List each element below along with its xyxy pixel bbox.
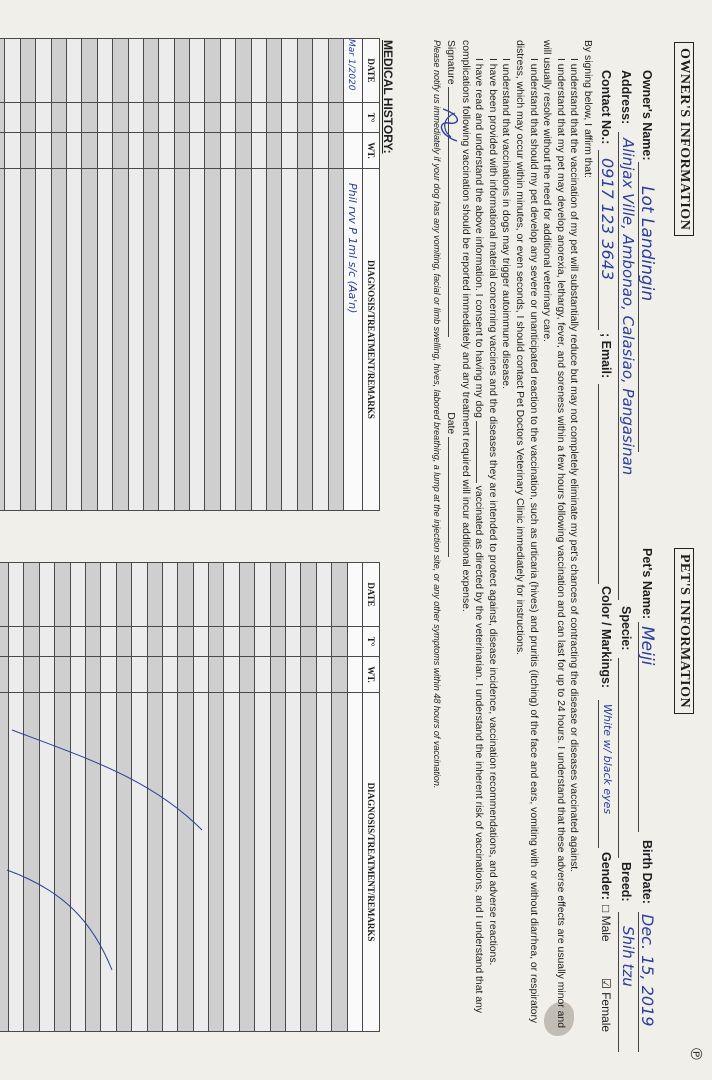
table-cell[interactable] [51,103,66,133]
owner-email-label: ; Email: [599,333,613,379]
table-cell[interactable] [116,657,131,693]
table-cell[interactable] [66,133,81,169]
table-cell[interactable] [113,39,128,103]
owner-name-value: Lot Landingin [637,186,657,302]
table-cell[interactable] [97,103,112,133]
signature-scribble-icon [437,105,463,145]
table-cell[interactable] [143,133,158,169]
table-cell[interactable] [255,657,270,693]
table-cell[interactable] [190,169,205,511]
table-cell[interactable] [66,103,81,133]
table-cell[interactable] [297,103,312,133]
gender-male-checkbox[interactable]: □ Male [599,905,613,942]
table-cell[interactable] [267,169,282,511]
table-cell[interactable] [236,103,251,133]
table-cell[interactable] [55,657,70,693]
table-cell[interactable] [313,103,328,133]
table-cell[interactable] [220,39,235,103]
table-cell[interactable] [347,627,362,657]
consent-paragraph-5: I have been provided with informational material concerning vaccines and the diseases they are intended to protect against, disease incidence, vaccination recommendations, and adverse reactions. [486,58,498,966]
consent-paragraph-2: I understand that my pet may develop anorexia, lethargy, fever, and soreness within a few hours following vaccination and can last for up to 24 hours. I understand that these adverse effects are usually minor and will usually resolve without the need for additional veterinary care. [541,40,566,1028]
table-header-row [363,563,380,1032]
table-cell[interactable] [270,627,285,657]
date-field[interactable] [448,437,449,557]
gender-female-checkbox[interactable]: ☑ Female [599,978,613,1033]
pet-birth-label: Birth Date: [640,840,654,904]
table-cell[interactable] [113,133,128,169]
owners-info-heading: OWNER'S INFORMATION [674,42,694,236]
owner-contact-field[interactable] [598,150,617,330]
table-cell[interactable] [316,563,331,627]
table-cell[interactable] [239,563,254,627]
table-cell[interactable] [82,169,97,511]
table-cell[interactable] [255,693,270,1032]
table-cell[interactable] [224,627,239,657]
table-cell[interactable] [39,627,54,657]
table-cell[interactable] [255,627,270,657]
table-cell[interactable] [116,563,131,627]
table-cell[interactable] [82,103,97,133]
table-cell[interactable] [301,563,316,627]
entry-temp-cell[interactable] [344,103,363,133]
table-cell[interactable] [128,133,143,169]
table-cell[interactable] [5,169,20,511]
table-cell[interactable] [0,169,5,511]
table-cell[interactable] [51,39,66,103]
pet-gender-label: Gender: [599,852,613,900]
pet-breed-field[interactable] [618,912,637,1052]
table-cell[interactable] [159,169,174,511]
entry-remarks-cell[interactable] [344,169,363,511]
table-cell[interactable] [220,103,235,133]
consent-paragraph-4: I understand that vaccinations in dogs may trigger autoimmune disease. [500,58,512,389]
table-cell[interactable] [36,133,51,169]
table-cell[interactable] [286,563,301,627]
table-cell[interactable] [313,169,328,511]
table-cell[interactable] [51,169,66,511]
owner-name-field[interactable] [638,162,657,452]
table-cell[interactable] [39,657,54,693]
table-cell[interactable] [24,563,39,627]
col-remarks-header: DIAGNOSIS/TREATMENT/REMARKS [363,693,380,1032]
owner-address-field[interactable] [618,132,637,600]
table-cell[interactable] [282,103,297,133]
table-cell[interactable] [209,657,224,693]
table-cell[interactable] [174,133,189,169]
table-cell[interactable] [297,133,312,169]
pet-color-label: Color / Markings: [599,586,613,689]
table-cell[interactable] [0,657,9,693]
table-cell[interactable] [178,563,193,627]
table-cell[interactable] [328,39,343,103]
table-cell[interactable] [101,657,116,693]
table-cell[interactable] [205,103,220,133]
table-cell[interactable] [282,169,297,511]
table-cell[interactable] [70,563,85,627]
table-cell[interactable] [116,627,131,657]
consent-paragraph-3: I understand that should my pet develop any severe or unanticipated reaction to the vaccination, such as urticaria (hives) and pruritis (itching) of the face and ears, vomiting with or without diarrhea, or respiratory distress, which may occur within minutes, or even seconds, I should contact Pet Doctors Veterinary Clinic immediately for instructions. [514,40,539,1024]
table-cell[interactable] [316,693,331,1032]
col-remarks-header: DIAGNOSIS/TREATMENT/REMARKS [363,169,380,511]
table-cell[interactable] [70,657,85,693]
table-cell[interactable] [220,133,235,169]
col-temp-header: T° [363,627,380,657]
table-cell[interactable] [55,627,70,657]
table-cell[interactable] [347,657,362,693]
table-cell[interactable] [251,103,266,133]
table-cell[interactable] [347,563,362,627]
table-cell[interactable] [236,133,251,169]
table-cell[interactable] [128,103,143,133]
table-cell[interactable] [224,657,239,693]
consent-notice: Please notify us immediately if your dog has any vomiting, facial or limb swelling, hives, labored breathing, a lump at the injection site, or any other symptoms within 48 hours of vaccination. [432,40,443,789]
table-cell[interactable] [85,657,100,693]
consent-paragraph-6b: vaccinated as directed by the veterinarian. I understand the inherent risk of vaccinations, and I understand that any complications following vaccination should be reported immediately and any treatment required will incur additional expense. [459,40,485,1014]
table-cell[interactable] [143,103,158,133]
table-cell[interactable] [286,657,301,693]
table-cell[interactable] [5,103,20,133]
signature-field[interactable] [448,87,449,337]
entry-remarks: Phil rvv P 1ml s/c (Aa'n) [346,183,359,314]
table-cell[interactable] [147,563,162,627]
pets-info-heading: PET'S INFORMATION [674,548,694,714]
table-cell[interactable] [147,627,162,657]
table-cell[interactable] [282,39,297,103]
table-cell[interactable] [251,169,266,511]
table-cell[interactable] [162,657,177,693]
owner-address-label: Address: [619,70,633,125]
signature-label: Signature [445,40,457,85]
table-cell[interactable] [9,657,24,693]
table-cell[interactable] [313,133,328,169]
table-cell[interactable] [270,563,285,627]
table-cell[interactable] [113,103,128,133]
table-cell[interactable] [20,103,35,133]
table-cell[interactable] [9,563,24,627]
table-cell[interactable] [132,627,147,657]
table-cell[interactable] [209,627,224,657]
table-cell[interactable] [101,563,116,627]
table-cell[interactable] [255,563,270,627]
col-temp-header: T° [363,103,380,133]
pet-color-value: White w/ black eyes [601,704,614,815]
dog-name-blank[interactable] [476,421,477,483]
owner-address-value: Alinjax Ville, Ambonao, Calasiao, Pangasinan [619,138,637,476]
owner-email-field[interactable] [598,384,617,584]
table-cell[interactable] [190,133,205,169]
table-cell[interactable] [251,39,266,103]
date-label: Date [445,412,457,435]
table-cell[interactable] [270,693,285,1032]
table-cell[interactable] [251,133,266,169]
pet-breed-value: Shih tzu [619,926,637,987]
table-cell[interactable] [128,169,143,511]
table-cell[interactable] [24,657,39,693]
table-cell[interactable] [301,657,316,693]
table-cell[interactable] [97,133,112,169]
table-cell[interactable] [0,563,9,627]
table-cell[interactable] [85,563,100,627]
pet-breed-label: Breed: [619,862,633,902]
table-cell[interactable] [0,133,5,169]
table-cell[interactable] [267,103,282,133]
consent-section [430,40,594,1040]
consent-intro: By signing below, I affirm that: [582,40,593,178]
owner-name-label: Owner's Name: [640,70,654,161]
owner-contact-label: Contact No.: [599,70,613,145]
pet-birth-field[interactable] [638,912,657,1052]
table-cell[interactable] [36,103,51,133]
table-cell[interactable] [162,563,177,627]
table-header-row [363,39,380,511]
table-cell[interactable] [143,169,158,511]
table-cell[interactable] [205,39,220,103]
table-cell[interactable] [190,103,205,133]
table-cell[interactable] [193,627,208,657]
table-cell[interactable] [178,657,193,693]
table-cell[interactable] [205,169,220,511]
table-cell[interactable] [36,39,51,103]
table-cell[interactable] [132,563,147,627]
entry-weight-cell[interactable] [344,133,363,169]
pet-specie-field[interactable] [618,658,637,858]
table-cell[interactable] [239,657,254,693]
table-cell[interactable] [20,133,35,169]
table-cell[interactable] [0,39,5,103]
col-date-header: DATE [363,39,380,103]
table-cell[interactable] [97,169,112,511]
table-cell[interactable] [190,39,205,103]
table-cell[interactable] [55,563,70,627]
table-cell[interactable] [332,563,347,627]
table-cell[interactable] [286,627,301,657]
pet-name-value: Meiji [637,626,657,666]
pet-birth-value: Dec. 15, 2019 [638,914,657,1027]
table-cell[interactable] [159,133,174,169]
table-cell[interactable] [224,563,239,627]
col-weight-header: WT. [363,133,380,169]
table-row [344,39,363,511]
table-cell[interactable] [193,657,208,693]
table-cell[interactable] [66,39,81,103]
table-cell[interactable] [132,657,147,693]
table-cell[interactable] [101,627,116,657]
table-cell[interactable] [205,133,220,169]
table-cell[interactable] [301,693,316,1032]
table-cell[interactable] [5,39,20,103]
table-cell[interactable] [24,627,39,657]
pet-name-label: Pet's Name: [640,548,654,620]
table-cell[interactable] [332,627,347,657]
table-cell[interactable] [85,627,100,657]
table-cell[interactable] [193,563,208,627]
table-cell[interactable] [174,39,189,103]
consent-paragraph-6a: I have read and understand the above information. I consent to having my dog [473,58,485,418]
table-cell[interactable] [9,627,24,657]
table-cell[interactable] [51,133,66,169]
table-cell[interactable] [113,169,128,511]
signature-line [443,40,457,1040]
table-cell[interactable] [267,39,282,103]
table-cell[interactable] [97,39,112,103]
table-cell[interactable] [267,133,282,169]
table-cell[interactable] [328,169,343,511]
table-cell[interactable] [0,627,9,657]
table-cell[interactable] [332,693,347,1032]
table-cell[interactable] [236,169,251,511]
table-cell[interactable] [174,103,189,133]
table-cell[interactable] [143,39,158,103]
table-cell[interactable] [220,169,235,511]
table-cell[interactable] [297,169,312,511]
table-cell[interactable] [82,39,97,103]
table-cell[interactable] [328,103,343,133]
table-cell[interactable] [20,169,35,511]
col-weight-header: WT. [363,657,380,693]
pet-name-field[interactable] [638,622,657,832]
table-cell[interactable] [82,133,97,169]
medical-history-table-left [0,38,380,511]
pet-color-field[interactable] [598,700,617,848]
pet-specie-label: Specie: [619,606,633,651]
table-cell[interactable] [36,169,51,511]
table-cell[interactable] [5,133,20,169]
table-cell[interactable] [66,169,81,511]
table-cell[interactable] [209,563,224,627]
table-cell[interactable] [316,627,331,657]
table-cell[interactable] [328,133,343,169]
table-cell[interactable] [147,657,162,693]
corner-stamp-icon: ℗ [687,1048,704,1060]
pen-stroke-marks [2,720,242,980]
owner-contact-value: 0917 123 3643 [598,158,617,281]
consent-paragraph-6 [458,40,485,1040]
table-cell[interactable] [178,627,193,657]
entry-date-cell[interactable] [344,39,363,103]
table-cell[interactable] [301,627,316,657]
table-cell[interactable] [239,627,254,657]
table-cell[interactable] [0,103,5,133]
table-cell[interactable] [174,169,189,511]
table-cell[interactable] [282,133,297,169]
table-cell[interactable] [286,693,301,1032]
consent-paragraph-1: I understand that the vaccination of my pet will substantially reduce but may not completely eliminate my pet's chances of contracting the disease or diseases vaccinated against. [568,58,580,873]
table-cell[interactable] [270,657,285,693]
table-cell[interactable] [236,39,251,103]
table-cell[interactable] [159,39,174,103]
table-cell[interactable] [70,627,85,657]
table-cell[interactable] [128,39,143,103]
table-cell[interactable] [162,627,177,657]
table-cell[interactable] [297,39,312,103]
table-cell[interactable] [39,563,54,627]
col-date-header: DATE [363,563,380,627]
table-cell[interactable] [347,693,362,1032]
medical-history-heading: MEDICAL HISTORY: [381,40,395,154]
table-cell[interactable] [332,657,347,693]
table-cell[interactable] [20,39,35,103]
table-cell[interactable] [159,103,174,133]
table-cell[interactable] [313,39,328,103]
entry-date: Mar 1/2020 [346,39,356,91]
table-cell[interactable] [316,657,331,693]
